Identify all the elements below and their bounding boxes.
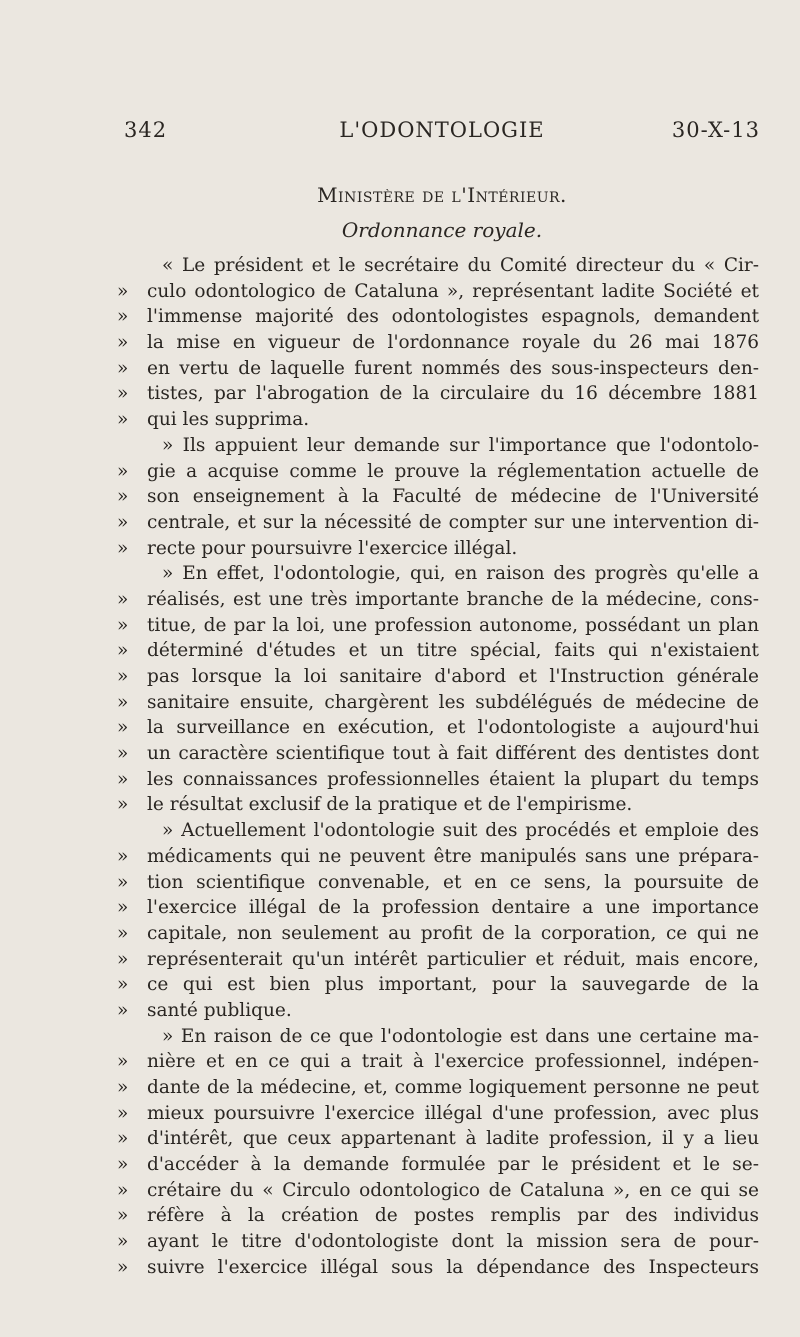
line-text: représenterait qu'un intérêt particulier et réduit, mais encore, xyxy=(147,948,759,970)
line-text: « Le président et le secrétaire du Comité directeur du « Cir- xyxy=(162,255,759,276)
body-text xyxy=(117,253,767,1281)
line-text: d'accéder à la demande formulée par le président et le se- xyxy=(147,1154,759,1176)
line-text: » Actuellement l'odontologie suit des procédés et emploie des xyxy=(162,820,759,842)
text-line xyxy=(117,484,767,510)
line-text: l'exercice illégal de la profession dentaire a une importance xyxy=(147,897,759,919)
line-text: en vertu de laquelle furent nommés des sous-inspecteurs den- xyxy=(147,357,759,379)
text-line xyxy=(117,1178,767,1204)
text-line xyxy=(117,356,767,382)
line-text: » Ils appuient leur demande sur l'importance que l'odontolo- xyxy=(162,434,759,456)
quote-mark: » xyxy=(117,1205,129,1227)
line-text: l'immense majorité des odontologistes espagnols, demandent xyxy=(147,306,759,328)
text-line xyxy=(117,1049,767,1075)
line-text: pas lorsque la loi sanitaire d'abord et l'Instruction générale xyxy=(147,666,759,687)
quote-mark: » xyxy=(117,640,129,662)
line-text: » En raison de ce que l'odontologie est dans une certaine ma- xyxy=(162,1025,759,1047)
text-line xyxy=(117,1126,767,1152)
text-line xyxy=(117,510,767,536)
line-text: crétaire du « Circulo odontologico de Cataluna », en ce qui se xyxy=(147,1179,759,1201)
page-number: 342 xyxy=(124,118,168,142)
text-line xyxy=(117,561,767,587)
text-line xyxy=(117,459,767,485)
text-line xyxy=(117,407,767,433)
section-subtitle: Ordonnance royale. xyxy=(341,218,543,242)
quote-mark: » xyxy=(117,1128,129,1150)
line-text: » En effet, l'odontologie, qui, en raison des progrès qu'elle a xyxy=(162,563,759,585)
quote-mark: » xyxy=(117,1077,129,1098)
line-text: qui les supprima. xyxy=(147,409,310,431)
line-text: médicaments qui ne peuvent être manipulés sans une prépara- xyxy=(147,845,759,867)
line-text: réalisés, est une très importante branche de la médecine, cons- xyxy=(147,588,759,610)
line-text: culo odontologico de Cataluna », représentant ladite Société et xyxy=(147,280,759,302)
text-line xyxy=(117,870,767,896)
line-text: déterminé d'études et un titre spécial, faits qui n'existaient xyxy=(147,640,759,662)
quote-mark: » xyxy=(117,897,129,919)
line-text: nière et en ce qui a trait à l'exercice professionnel, indépen- xyxy=(147,1051,759,1073)
quote-mark: » xyxy=(117,511,129,533)
text-line xyxy=(117,1229,767,1255)
text-line xyxy=(117,818,767,844)
text-line xyxy=(117,613,767,639)
text-line xyxy=(117,1152,767,1178)
quote-mark: » xyxy=(117,922,129,944)
quote-mark: » xyxy=(117,1231,129,1253)
text-line xyxy=(117,741,767,767)
text-line xyxy=(117,536,767,562)
text-line xyxy=(117,433,767,459)
quote-mark: » xyxy=(117,948,129,970)
text-line xyxy=(117,638,767,664)
quote-mark: » xyxy=(117,1051,129,1073)
text-line xyxy=(117,1255,767,1281)
line-text: le résultat exclusif de la pratique et de l'empirisme. xyxy=(147,794,633,816)
issue-date: 30-X-13 xyxy=(671,118,760,142)
quote-mark: » xyxy=(117,614,129,636)
quote-mark: » xyxy=(117,666,129,687)
text-line xyxy=(117,921,767,947)
line-text: la surveillance en exécution, et l'odontologiste a aujourd'hui xyxy=(147,717,759,739)
line-text: ce qui est bien plus important, pour la sauvegarde de la xyxy=(147,974,759,996)
text-line xyxy=(117,330,767,356)
quote-mark: » xyxy=(117,486,129,508)
text-line xyxy=(117,1075,767,1101)
line-text: mieux poursuivre l'exercice illégal d'une profession, avec plus xyxy=(147,1102,759,1124)
text-line xyxy=(117,767,767,793)
line-text: santé publique. xyxy=(147,999,292,1021)
quote-mark: » xyxy=(117,280,129,302)
line-text: recte pour poursuivre l'exercice illégal. xyxy=(147,537,518,559)
text-line xyxy=(117,1024,767,1050)
text-line xyxy=(117,1203,767,1229)
line-text: la mise en vigueur de l'ordonnance royale du 26 mai 1876 xyxy=(147,332,759,354)
text-line xyxy=(117,792,767,818)
line-text: tion scientifique convenable, et en ce sens, la poursuite de xyxy=(147,871,759,893)
quote-mark: » xyxy=(117,1256,129,1278)
line-text: gie a acquise comme le prouve la réglementation actuelle de xyxy=(147,460,759,482)
text-line xyxy=(117,895,767,921)
quote-mark: » xyxy=(117,357,129,379)
text-line xyxy=(117,381,767,407)
text-line xyxy=(117,998,767,1024)
line-text: dante de la médecine, et, comme logiquement personne ne peut xyxy=(147,1077,759,1098)
line-text: capitale, non seulement au profit de la corporation, ce qui ne xyxy=(147,922,759,944)
line-text: réfère à la création de postes remplis par des individus xyxy=(147,1205,759,1227)
quote-mark: » xyxy=(117,306,129,328)
text-line xyxy=(117,253,767,279)
line-text: suivre l'exercice illégal sous la dépendance des Inspecteurs xyxy=(147,1256,759,1278)
quote-mark: » xyxy=(117,383,129,405)
text-line xyxy=(117,947,767,973)
quote-mark: » xyxy=(117,794,129,816)
quote-mark: » xyxy=(117,588,129,610)
text-line xyxy=(117,304,767,330)
quote-mark: » xyxy=(117,537,129,559)
quote-mark: » xyxy=(117,332,129,354)
running-title: L'ODONTOLOGIE xyxy=(339,118,545,142)
line-text: titue, de par la loi, une profession autonome, possédant un plan xyxy=(147,614,759,636)
line-text: d'intérêt, que ceux appartenant à ladite profession, il y a lieu xyxy=(147,1128,759,1150)
text-line xyxy=(117,664,767,690)
text-line xyxy=(117,715,767,741)
quote-mark: » xyxy=(117,691,129,713)
quote-mark: » xyxy=(117,871,129,893)
running-header xyxy=(124,118,760,150)
quote-mark: » xyxy=(117,768,129,790)
text-line xyxy=(117,587,767,613)
quote-mark: » xyxy=(117,1154,129,1176)
text-line xyxy=(117,690,767,716)
quote-mark: » xyxy=(117,999,129,1021)
text-line xyxy=(117,1101,767,1127)
quote-mark: » xyxy=(117,974,129,996)
quote-mark: » xyxy=(117,1102,129,1124)
quote-mark: » xyxy=(117,409,129,431)
section-title: Ministère de l'Intérieur. xyxy=(317,183,567,207)
text-line xyxy=(117,279,767,305)
line-text: ayant le titre d'odontologiste dont la mission sera de pour- xyxy=(147,1231,759,1253)
quote-mark: » xyxy=(117,1179,129,1201)
quote-mark: » xyxy=(117,717,129,739)
quote-mark: » xyxy=(117,743,129,765)
line-text: tistes, par l'abrogation de la circulaire du 16 décembre 1881 xyxy=(147,383,759,405)
line-text: sanitaire ensuite, chargèrent les subdélégués de médecine de xyxy=(147,691,759,713)
line-text: les connaissances professionnelles étaient la plupart du temps xyxy=(147,768,759,790)
text-line xyxy=(117,972,767,998)
line-text: centrale, et sur la nécessité de compter sur une intervention di- xyxy=(147,511,759,533)
line-text: un caractère scientifique tout à fait différent des dentistes dont xyxy=(147,743,759,765)
text-line xyxy=(117,844,767,870)
quote-mark: » xyxy=(117,460,129,482)
line-text: son enseignement à la Faculté de médecine de l'Université xyxy=(147,486,759,508)
quote-mark: » xyxy=(117,845,129,867)
